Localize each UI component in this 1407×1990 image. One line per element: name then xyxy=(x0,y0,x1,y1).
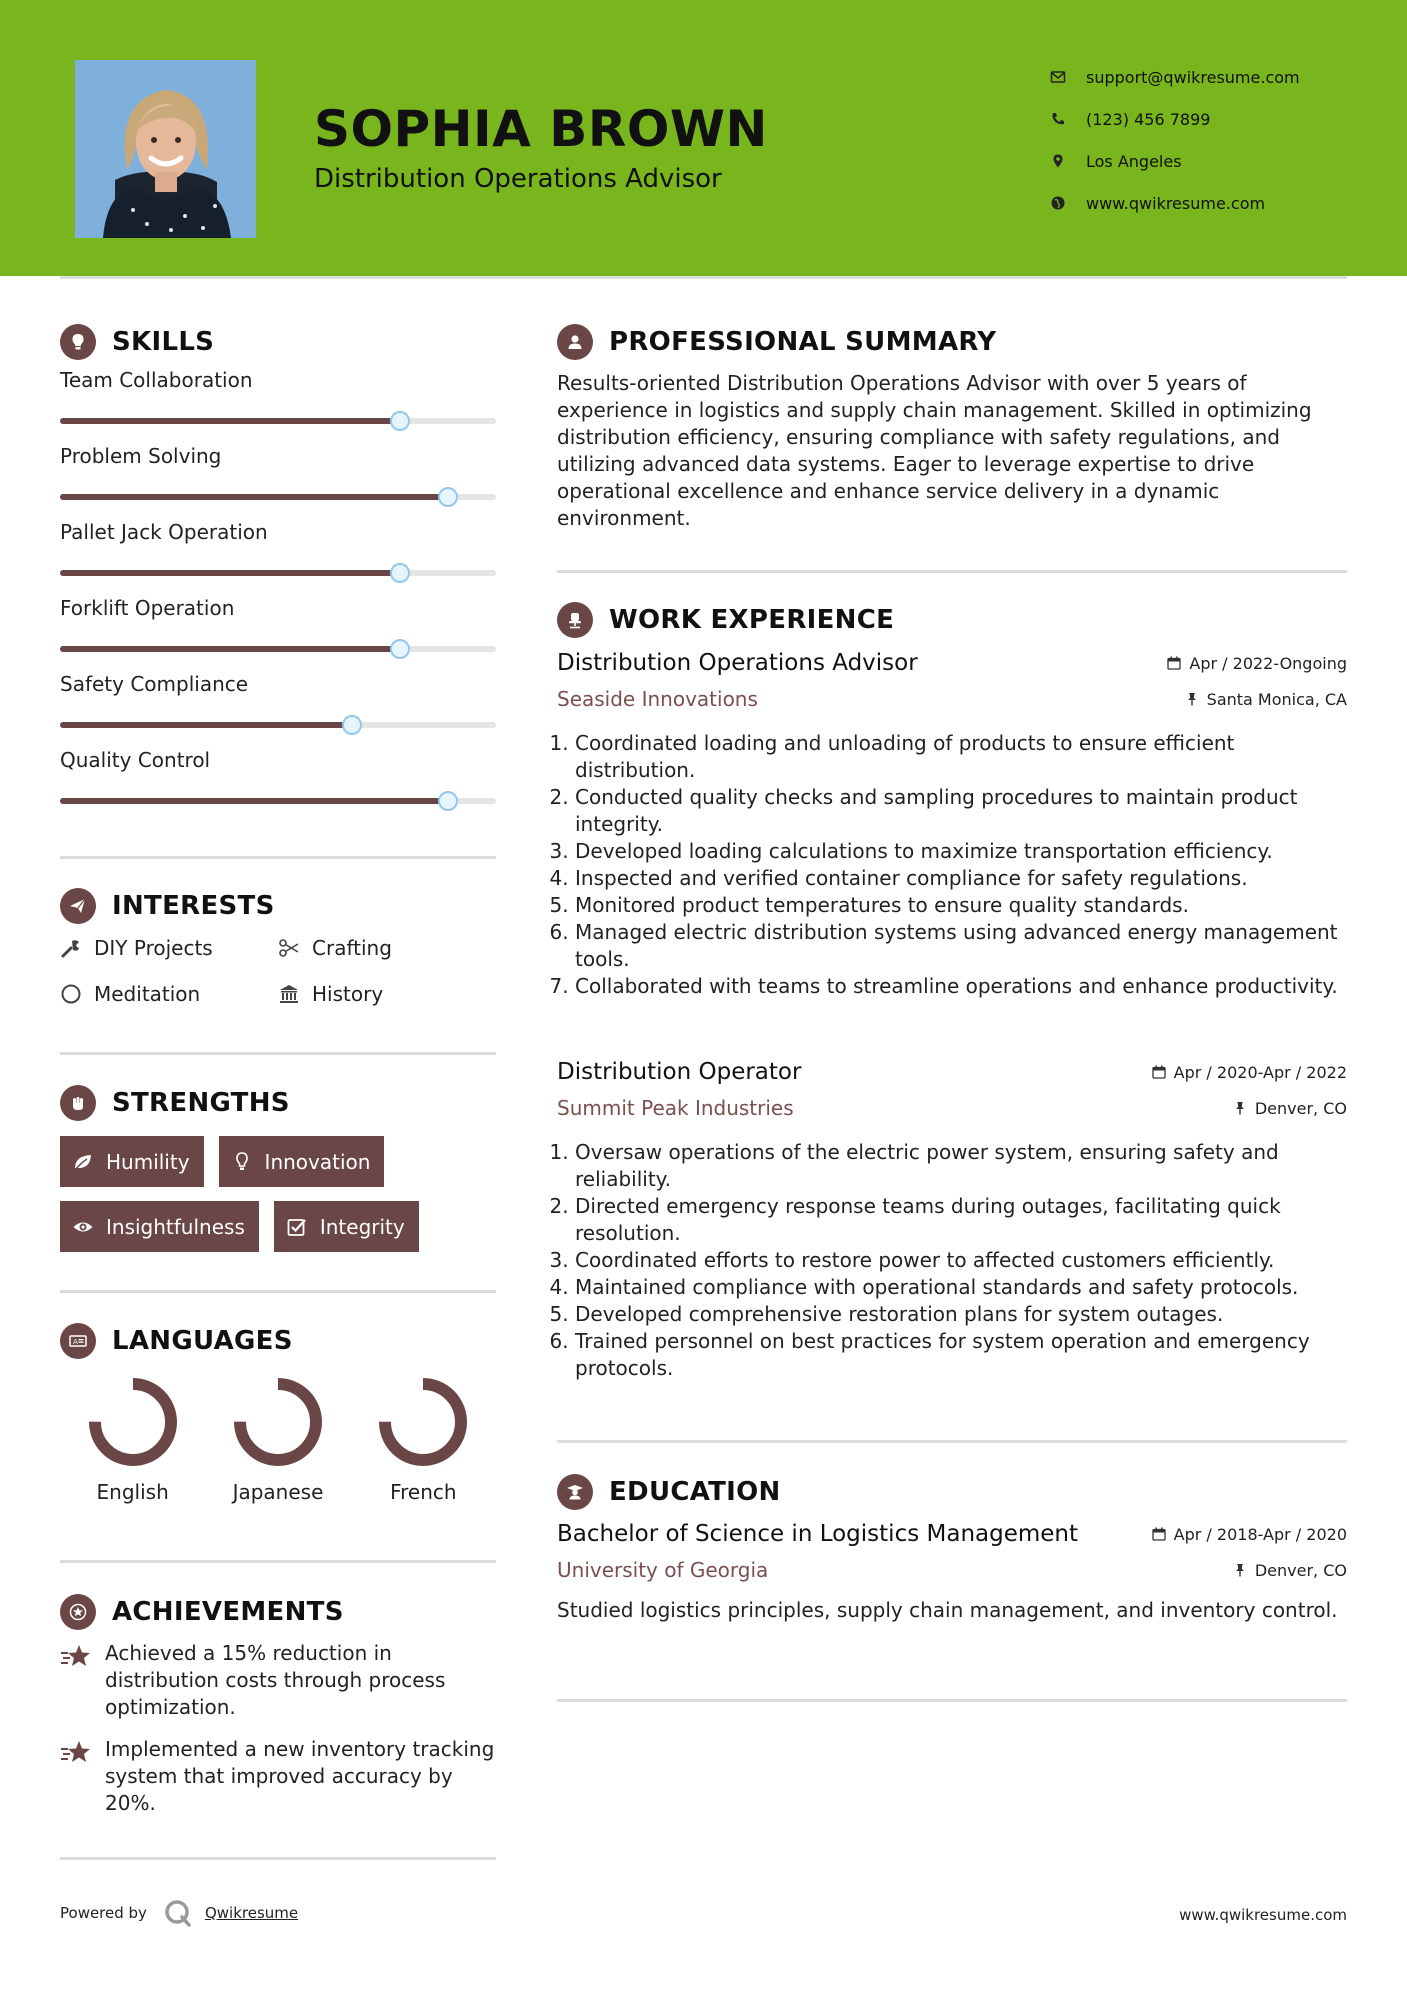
job-location xyxy=(1233,1099,1347,1118)
checkbox-icon xyxy=(286,1216,308,1238)
star-badge-icon xyxy=(68,1602,88,1622)
pushpin-icon xyxy=(1233,1101,1247,1115)
achievement-item xyxy=(60,1640,496,1721)
language-icon xyxy=(68,1331,88,1351)
achievement-text: Achieved a 15% reduction in distribution costs through process optimization. xyxy=(105,1641,446,1719)
summary-text: Results-oriented Distribution Operations Advisor with over 5 years of experience in logistics and supply chain management. Skilled in optimizing distribution efficiency, ensuring compliance with safety regulations, and utilizing advanced data systems. Eager to leverage expertise to drive operational excellence and enhance service delivery in a dynamic environment. xyxy=(557,371,1312,530)
strength-tag xyxy=(274,1201,419,1252)
job-bullet: 4. Maintained compliance with operational standards and safety protocols. xyxy=(575,1274,1347,1301)
summary-heading xyxy=(557,324,996,360)
star-icon xyxy=(60,1739,92,1765)
job-bullet: 2. Directed emergency response teams during outages, facilitating quick resolution. xyxy=(575,1193,1347,1247)
contact-email-text: support@qwikresume.com xyxy=(1086,67,1300,87)
job-date xyxy=(1167,654,1347,673)
language-name: English xyxy=(96,1480,169,1504)
job-location-text: Denver, CO xyxy=(1254,1098,1347,1118)
strength-tag xyxy=(219,1136,385,1187)
contact-email[interactable] xyxy=(1050,56,1300,98)
language-name: Japanese xyxy=(232,1480,324,1504)
skill-bar-fill xyxy=(60,570,400,576)
skill-bar xyxy=(60,798,496,804)
job-title: Distribution Operator xyxy=(557,1059,802,1085)
job-bullet: 5. Monitored product temperatures to ensure quality standards. xyxy=(575,892,1347,919)
skill-item xyxy=(60,596,496,672)
language-ring xyxy=(230,1374,326,1470)
powered-by-text: Powered by xyxy=(60,1904,147,1922)
job-company: Summit Peak Industries xyxy=(557,1096,794,1120)
calendar-icon xyxy=(1152,1065,1166,1079)
education-school: University of Georgia xyxy=(557,1558,769,1582)
contact-location xyxy=(1050,140,1300,182)
leaf-icon xyxy=(72,1151,94,1173)
contact-website[interactable] xyxy=(1050,182,1300,224)
achievement-text: Implemented a new inventory tracking system that improved accuracy by 20%. xyxy=(105,1737,495,1815)
languages-divider xyxy=(60,1560,496,1563)
eye-icon xyxy=(72,1216,94,1238)
skill-name: Problem Solving xyxy=(60,444,222,468)
pushpin-icon xyxy=(1185,692,1199,706)
job-bullet: 6. Trained personnel on best practices for system operation and emergency protocols. xyxy=(575,1328,1347,1382)
summary-divider xyxy=(557,570,1347,573)
skill-bar-fill xyxy=(60,646,400,652)
contact-list xyxy=(1050,56,1300,224)
interest-label: History xyxy=(312,982,384,1006)
strengths-heading xyxy=(60,1085,290,1121)
skill-bar-knob xyxy=(438,487,458,507)
job-location xyxy=(1185,690,1347,709)
job-entry xyxy=(557,646,1347,1000)
interest-label: Crafting xyxy=(312,936,392,960)
skill-bar-knob xyxy=(390,563,410,583)
job-company: Seaside Innovations xyxy=(557,687,758,711)
job-title: Distribution Operations Advisor xyxy=(557,650,918,676)
strengths-divider xyxy=(60,1290,496,1293)
strength-tag xyxy=(60,1201,259,1252)
skill-bar-knob xyxy=(390,639,410,659)
languages-list xyxy=(60,1374,496,1504)
interest-item xyxy=(60,934,278,962)
pushpin-icon xyxy=(1233,1563,1247,1577)
language-item xyxy=(351,1374,496,1504)
achievements-list xyxy=(60,1640,496,1832)
header-divider xyxy=(60,276,1347,279)
map-pin-icon xyxy=(1050,153,1066,169)
contact-phone[interactable] xyxy=(1050,98,1300,140)
qwikresume-logo-icon xyxy=(163,1898,193,1928)
header-banner xyxy=(0,0,1407,276)
star-icon xyxy=(60,1643,92,1669)
education-location xyxy=(1233,1561,1347,1580)
education-degree: Bachelor of Science in Logistics Management xyxy=(557,1521,1079,1547)
interests-divider xyxy=(60,1052,496,1055)
job-bullet: 7. Collaborated with teams to streamline operations and enhance productivity. xyxy=(575,973,1347,1000)
skill-bar-knob xyxy=(342,715,362,735)
languages-heading xyxy=(60,1323,293,1359)
lightbulb-icon xyxy=(231,1151,253,1173)
job-bullet: 4. Inspected and verified container compliance for safety regulations. xyxy=(575,865,1347,892)
language-item xyxy=(205,1374,350,1504)
skill-bar xyxy=(60,646,496,652)
bank-icon xyxy=(278,983,300,1005)
calendar-icon xyxy=(1167,656,1181,670)
scissors-icon xyxy=(278,937,300,959)
job-bullet: 2. Conducted quality checks and sampling procedures to maintain product integrity. xyxy=(575,784,1347,838)
skill-bar xyxy=(60,722,496,728)
skill-bar-knob xyxy=(438,791,458,811)
job-responsibilities xyxy=(557,730,1347,1000)
footer-powered-by xyxy=(60,1898,298,1928)
phone-icon xyxy=(1050,111,1066,127)
language-ring xyxy=(375,1374,471,1470)
education-location-text: Denver, CO xyxy=(1254,1560,1347,1580)
skill-name: Team Collaboration xyxy=(60,368,253,392)
job-responsibilities xyxy=(557,1139,1347,1382)
achievements-heading xyxy=(60,1594,344,1630)
interest-label: DIY Projects xyxy=(94,936,213,960)
job-bullet: 1. Oversaw operations of the electric power system, ensuring safety and reliability. xyxy=(575,1139,1347,1193)
work-divider xyxy=(557,1440,1347,1443)
profile-photo-image xyxy=(75,60,256,238)
skill-bar-knob xyxy=(390,411,410,431)
skill-bar-fill xyxy=(60,798,448,804)
education-description: Studied logistics principles, supply chain management, and inventory control. xyxy=(557,1598,1338,1622)
office-chair-icon xyxy=(565,610,585,630)
skill-item xyxy=(60,672,496,748)
wrench-icon xyxy=(60,937,82,959)
strength-tag xyxy=(60,1136,204,1187)
language-name: French xyxy=(390,1480,457,1504)
work-heading xyxy=(557,602,894,638)
job-entry xyxy=(557,1055,1347,1382)
skill-name: Safety Compliance xyxy=(60,672,249,696)
footer-website-link[interactable]: www.qwikresume.com xyxy=(1179,1906,1347,1924)
job-date xyxy=(1152,1063,1347,1082)
lightbulb-icon xyxy=(68,332,88,352)
interests-title: INTERESTS xyxy=(112,891,275,921)
languages-title: LANGUAGES xyxy=(112,1326,293,1356)
contact-phone-text: (123) 456 7899 xyxy=(1086,109,1211,129)
skill-name: Pallet Jack Operation xyxy=(60,520,268,544)
profile-photo xyxy=(75,60,256,238)
achievements-divider xyxy=(60,1857,496,1860)
education-entry xyxy=(557,1517,1347,1624)
strength-label: Innovation xyxy=(264,1149,371,1174)
skill-bar xyxy=(60,494,496,500)
job-bullet: 1. Coordinated loading and unloading of products to ensure efficient distribution. xyxy=(575,730,1347,784)
language-ring xyxy=(85,1374,181,1470)
skill-bar-fill xyxy=(60,494,448,500)
skill-bar-fill xyxy=(60,722,352,728)
skill-bar xyxy=(60,418,496,424)
skill-bar-fill xyxy=(60,418,400,424)
calendar-icon xyxy=(1152,1527,1166,1541)
strength-label: Integrity xyxy=(319,1214,405,1239)
envelope-icon xyxy=(1050,69,1066,85)
skill-bar xyxy=(60,570,496,576)
skills-divider xyxy=(60,856,496,859)
interests-list xyxy=(60,934,496,1008)
education-date xyxy=(1152,1525,1347,1544)
achievement-item xyxy=(60,1736,496,1817)
fist-icon xyxy=(68,1093,88,1113)
skill-name: Quality Control xyxy=(60,748,211,772)
interests-heading xyxy=(60,888,275,924)
strengths-list xyxy=(60,1136,496,1252)
education-date-text: Apr / 2018-Apr / 2020 xyxy=(1173,1524,1347,1544)
skills-heading xyxy=(60,324,214,360)
strength-label: Insightfulness xyxy=(106,1214,245,1239)
interest-item xyxy=(278,980,496,1008)
job-location-text: Santa Monica, CA xyxy=(1206,689,1347,709)
job-bullet: 3. Coordinated efforts to restore power to affected customers efficiently. xyxy=(575,1247,1347,1274)
job-bullet: 5. Developed comprehensive restoration plans for system outages. xyxy=(575,1301,1347,1328)
contact-website-text: www.qwikresume.com xyxy=(1086,193,1266,213)
interest-label: Meditation xyxy=(94,982,201,1006)
language-item xyxy=(60,1374,205,1504)
skill-name: Forklift Operation xyxy=(60,596,235,620)
skill-item xyxy=(60,748,496,824)
graduate-icon xyxy=(565,1482,585,1502)
user-icon xyxy=(565,332,585,352)
education-divider xyxy=(557,1699,1347,1702)
skill-item xyxy=(60,368,496,444)
job-bullet: 6. Managed electric distribution systems using advanced energy management tools. xyxy=(575,919,1347,973)
job-bullet: 3. Developed loading calculations to maximize transportation efficiency. xyxy=(575,838,1347,865)
contact-location-text: Los Angeles xyxy=(1086,151,1182,171)
education-title: EDUCATION xyxy=(609,1477,781,1507)
candidate-title: Distribution Operations Advisor xyxy=(314,164,722,194)
job-date-text: Apr / 2022-Ongoing xyxy=(1189,653,1347,673)
circle-icon xyxy=(60,983,82,1005)
interest-item xyxy=(278,934,496,962)
job-date-text: Apr / 2020-Apr / 2022 xyxy=(1173,1062,1347,1082)
skill-item xyxy=(60,444,496,520)
achievements-title: ACHIEVEMENTS xyxy=(112,1597,344,1627)
education-heading xyxy=(557,1474,781,1510)
interest-item xyxy=(60,980,278,1008)
work-title: WORK EXPERIENCE xyxy=(609,605,895,635)
svg-text:A: A xyxy=(73,1338,78,1346)
globe-icon xyxy=(1050,195,1066,211)
paper-plane-icon xyxy=(68,896,88,916)
candidate-name: SOPHIA BROWN xyxy=(314,100,768,158)
brand-link[interactable]: Qwikresume xyxy=(204,1904,299,1922)
strengths-title: STRENGTHS xyxy=(112,1088,290,1118)
skills-title: SKILLS xyxy=(112,327,215,357)
skills-list xyxy=(60,368,496,824)
skill-item xyxy=(60,520,496,596)
strength-label: Humility xyxy=(106,1149,190,1174)
summary-title: PROFESSIONAL SUMMARY xyxy=(609,327,997,357)
